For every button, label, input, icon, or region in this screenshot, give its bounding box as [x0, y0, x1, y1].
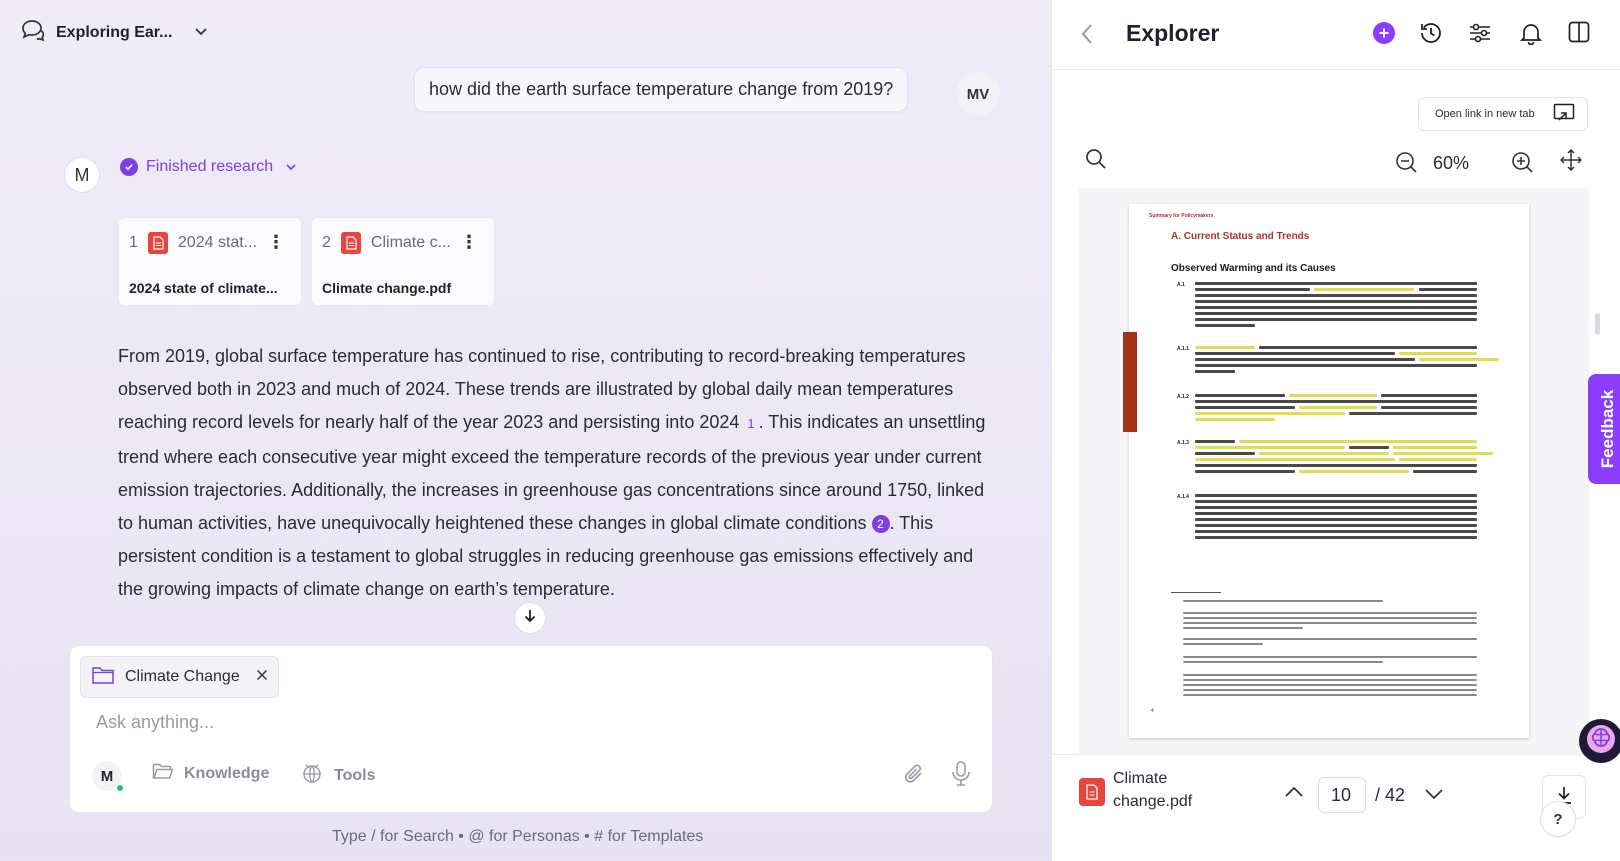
tools-globe-icon	[300, 762, 324, 789]
paragraph-label: A.1.2	[1177, 394, 1189, 400]
zoom-in-icon[interactable]	[1511, 151, 1533, 178]
composer-hint: Type / for Search • @ for Personas • # for Templates	[332, 828, 704, 845]
microphone-icon[interactable]	[950, 760, 972, 793]
folder-open-icon	[152, 762, 174, 785]
doc-heading: A. Current Status and Trends	[1171, 231, 1310, 242]
folder-icon	[91, 665, 115, 690]
paragraph-label: A.1.3	[1177, 440, 1189, 446]
zoom-level: 60%	[1433, 153, 1470, 173]
explorer-header	[1052, 0, 1620, 70]
search-icon[interactable]	[1085, 148, 1107, 175]
check-circle-icon	[120, 158, 138, 176]
user-message-text: how did the earth surface temperature change from 2019?	[429, 79, 894, 99]
chevron-down-icon[interactable]	[1424, 787, 1444, 805]
source-index: 1	[129, 234, 138, 251]
paragraph-label: A.1.4	[1177, 494, 1189, 500]
research-status-label: Finished research	[146, 158, 274, 175]
pdf-footer	[1052, 754, 1620, 861]
external-link-icon	[1553, 103, 1575, 126]
message-composer	[69, 645, 993, 813]
pdf-file-name: Climate change.pdf	[1113, 770, 1193, 810]
pdf-scrollbar[interactable]	[1595, 313, 1600, 335]
page-total: / 42	[1375, 785, 1406, 805]
context-chip-label: Climate Change	[125, 668, 240, 685]
persona-avatar[interactable]: M	[92, 761, 122, 791]
open-link-new-tab-button[interactable]	[1418, 97, 1588, 131]
fit-move-icon[interactable]	[1560, 149, 1582, 176]
chevron-up-icon[interactable]	[1284, 785, 1304, 803]
source-card[interactable]	[118, 217, 302, 306]
user-avatar: MV	[956, 72, 1000, 116]
history-icon[interactable]	[1418, 21, 1444, 50]
source-name: Climate change.pdf	[322, 280, 452, 296]
help-button[interactable]: ?	[1540, 801, 1576, 837]
zoom-out-icon[interactable]	[1395, 151, 1417, 178]
answer-text: From 2019, global surface temperature has continued to rise, contributing to record-breaking temperatures observed both in 2023 and much of 2024. These trends are illustrated by global daily mean temperatures reaching record levels for nearly half of the year 2023 and persisting into 2024	[118, 346, 966, 433]
chevron-down-icon[interactable]	[194, 24, 208, 42]
page-number-input[interactable]	[1318, 777, 1366, 813]
doc-running-header: Summary for Policymakers	[1149, 213, 1214, 219]
research-status-toggle[interactable]	[120, 158, 297, 176]
ai-assistant-launcher[interactable]	[1579, 719, 1620, 763]
open-link-label: Open link in new tab	[1435, 108, 1535, 120]
add-circle-icon[interactable]	[1373, 22, 1395, 44]
ask-input[interactable]	[96, 712, 916, 733]
knowledge-label: Knowledge	[184, 764, 270, 782]
source-title-short: Climate c...	[370, 234, 451, 251]
tools-button[interactable]	[300, 762, 375, 789]
close-icon[interactable]	[256, 668, 268, 686]
conversation-title-bar[interactable]	[20, 18, 208, 47]
answer-text: . This persistent condition is a testament to global struggles in reducing greenhouse gas emissions effectively and the growing impacts of climate change on earth’s temperature.	[118, 513, 974, 600]
citation-link[interactable]: 1	[747, 416, 755, 432]
context-chip[interactable]	[80, 656, 279, 698]
online-status-dot	[116, 784, 124, 792]
source-name: 2024 state of climate...	[129, 280, 278, 296]
feedback-label: Feedback	[1598, 389, 1617, 469]
chevron-left-icon[interactable]	[1080, 23, 1094, 50]
sliders-icon[interactable]	[1468, 21, 1492, 50]
paragraph-label: A.1	[1177, 282, 1185, 288]
tools-label: Tools	[334, 766, 376, 784]
source-card[interactable]	[311, 217, 495, 306]
assistant-answer	[118, 340, 998, 607]
citation-badge[interactable]: 2	[872, 515, 890, 533]
explorer-title: Explorer	[1126, 20, 1220, 46]
chevron-down-icon	[285, 158, 297, 176]
doc-side-tab	[1123, 332, 1137, 432]
brain-icon	[1585, 723, 1617, 760]
panel-layout-icon[interactable]	[1568, 21, 1590, 48]
doc-subheading: Observed Warming and its Causes	[1171, 263, 1336, 274]
pdf-file-icon	[148, 232, 168, 254]
pdf-page	[1129, 204, 1529, 738]
answer-text: . This indicates an unsettling trend where each consecutive year might exceed the temperature records of the previous year under current emission trajectories. Additionally, the increases in greenhouse gas concentrations since around 1750, linked to human activities, have unequivocally heightened these changes in global climate conditions	[118, 412, 986, 534]
pdf-file-icon	[341, 232, 361, 254]
paragraph-label: A.1.1	[1177, 346, 1189, 352]
pdf-viewer[interactable]	[1079, 188, 1589, 754]
conversation-title: Exploring Ear...	[56, 23, 173, 41]
footnote-rule	[1171, 592, 1221, 593]
chat-bubbles-icon	[20, 18, 46, 47]
knowledge-button[interactable]	[152, 762, 269, 785]
paperclip-icon[interactable]	[902, 762, 926, 791]
scroll-down-button[interactable]	[514, 602, 546, 634]
arrow-down-icon	[523, 608, 537, 629]
feedback-tab[interactable]	[1588, 374, 1620, 484]
pdf-file-icon	[1079, 778, 1105, 806]
explorer-panel	[1051, 0, 1620, 861]
assistant-avatar: M	[64, 157, 100, 193]
more-vertical-icon[interactable]: ⋮	[460, 232, 478, 252]
doc-page-number: 4	[1151, 708, 1154, 714]
user-message	[414, 67, 908, 112]
source-index: 2	[322, 234, 331, 251]
source-title-short: 2024 stat...	[177, 234, 258, 251]
more-vertical-icon[interactable]: ⋮	[267, 232, 285, 252]
bell-icon[interactable]	[1519, 21, 1543, 50]
